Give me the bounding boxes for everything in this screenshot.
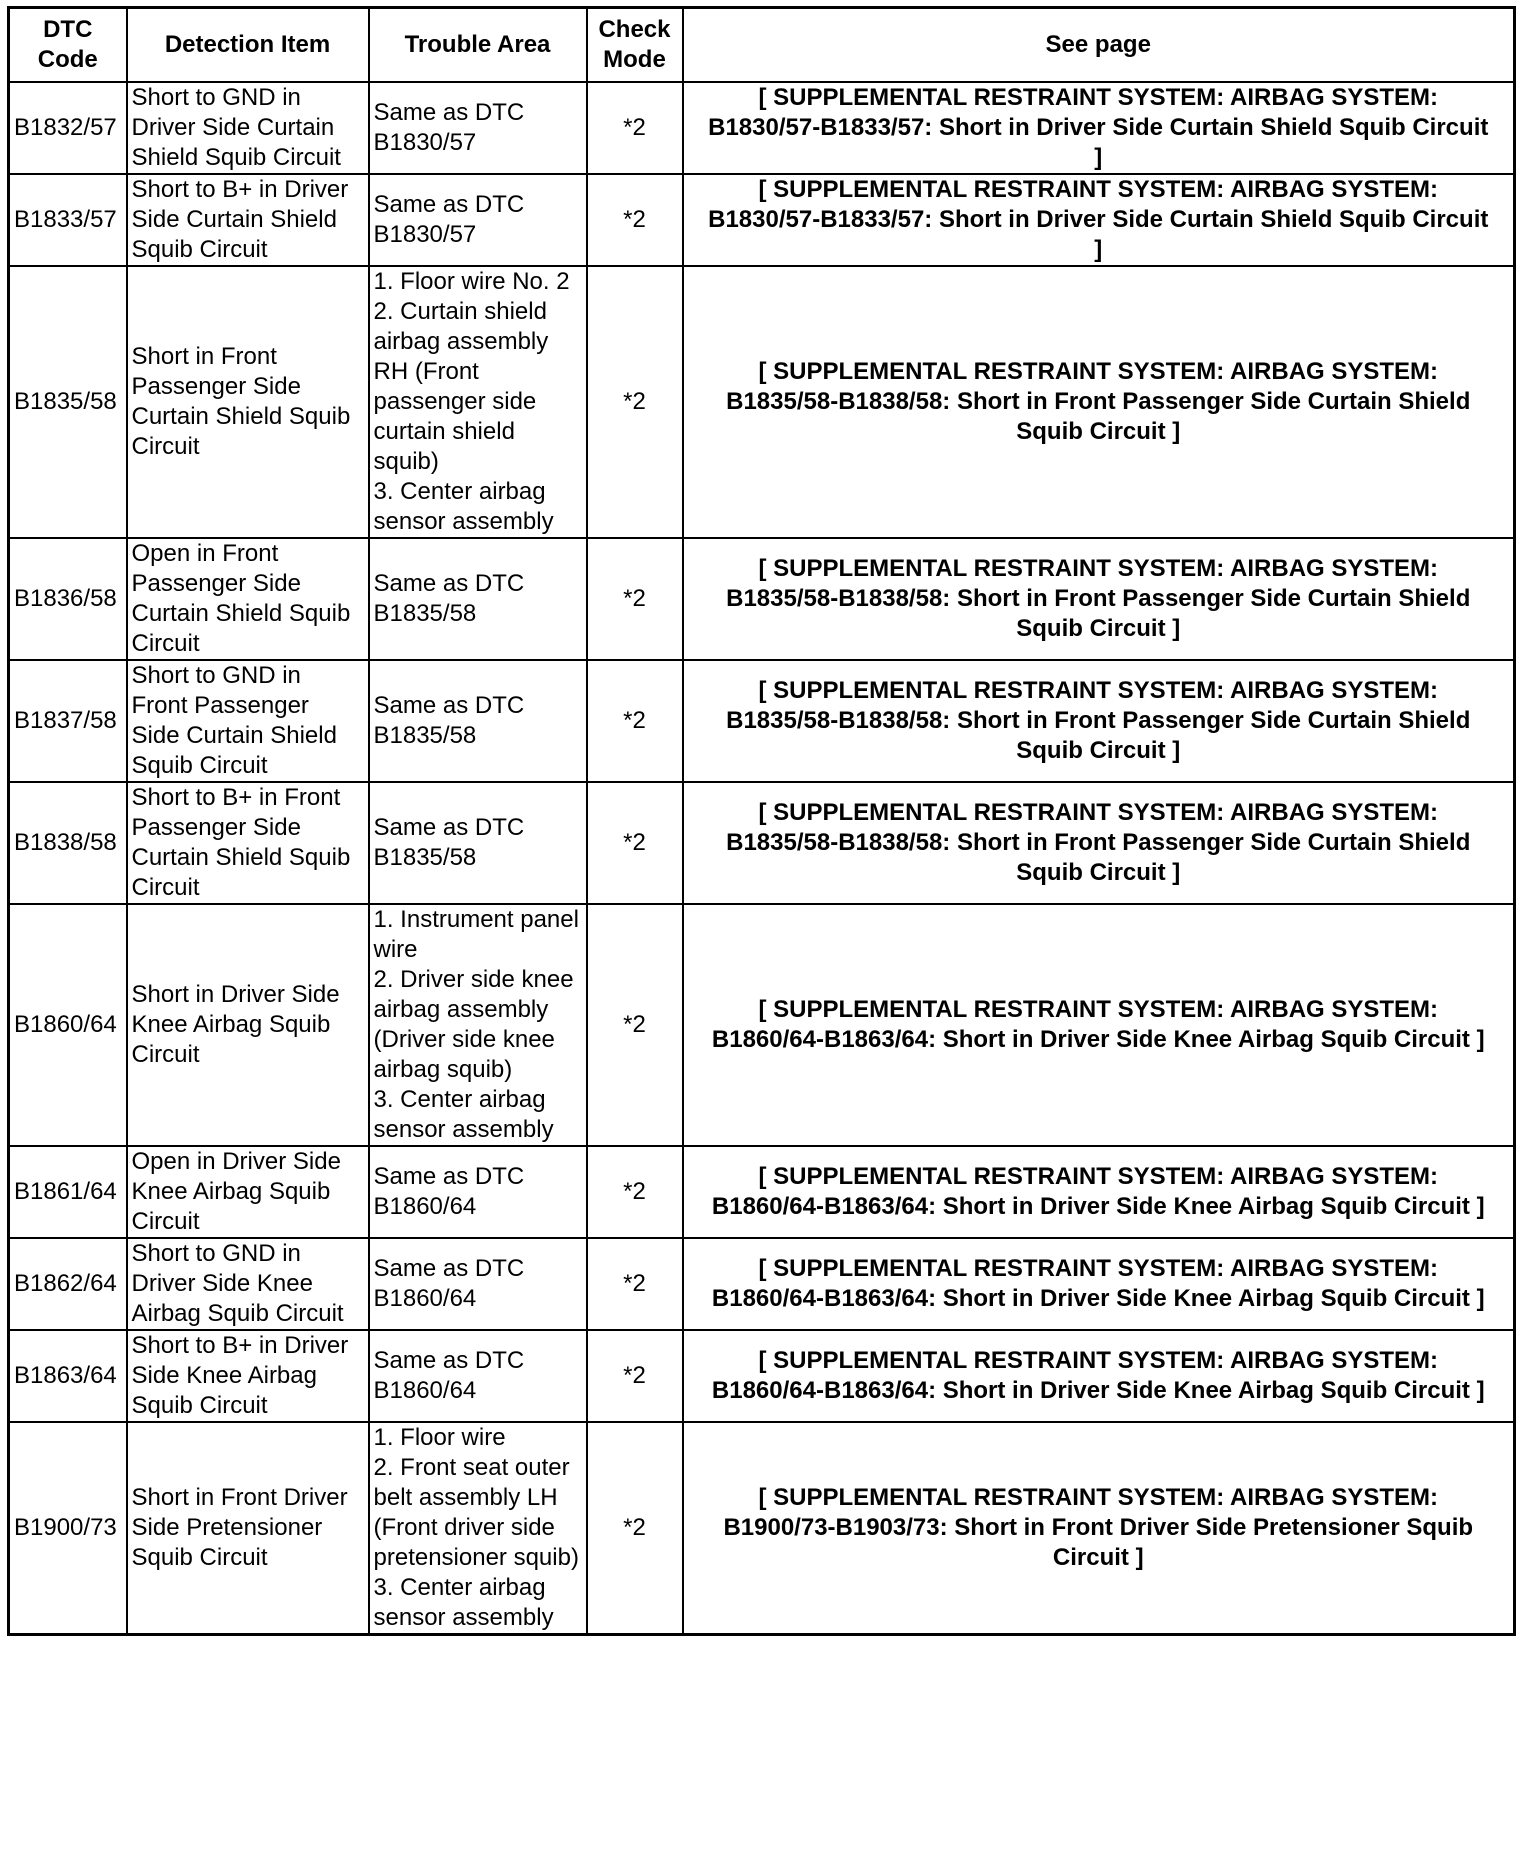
header-see-page: See page	[683, 8, 1515, 83]
check-mode-cell: *2	[587, 1146, 683, 1238]
see-page-link[interactable]: [ SUPPLEMENTAL RESTRAINT SYSTEM: AIRBAG SYSTEM: B1835/58-B1838/58: Short in Front Passenger Side Curtain Shield Squib Circuit ]	[683, 782, 1515, 904]
trouble-area-cell: 1. Floor wire No. 2 2. Curtain shield airbag assembly RH (Front passenger side curtain shield squib) 3. Center airbag sensor assembly	[369, 266, 587, 538]
table-row	[9, 660, 1515, 782]
table-row	[9, 904, 1515, 1146]
check-mode-cell: *2	[587, 1330, 683, 1422]
trouble-area-cell: Same as DTC B1835/58	[369, 660, 587, 782]
check-mode-cell: *2	[587, 660, 683, 782]
table-row	[9, 1146, 1515, 1238]
dtc-code-cell: B1833/57	[9, 174, 127, 266]
trouble-area-cell: Same as DTC B1830/57	[369, 174, 587, 266]
see-page-link[interactable]: [ SUPPLEMENTAL RESTRAINT SYSTEM: AIRBAG SYSTEM: B1835/58-B1838/58: Short in Front Passenger Side Curtain Shield Squib Circuit ]	[683, 266, 1515, 538]
detection-item-cell: Short in Front Passenger Side Curtain Shield Squib Circuit	[127, 266, 369, 538]
dtc-code-cell: B1837/58	[9, 660, 127, 782]
detection-item-cell: Short to GND in Front Passenger Side Curtain Shield Squib Circuit	[127, 660, 369, 782]
dtc-code-cell: B1860/64	[9, 904, 127, 1146]
detection-item-cell: Short to GND in Driver Side Curtain Shield Squib Circuit	[127, 82, 369, 174]
table-row	[9, 1330, 1515, 1422]
check-mode-cell: *2	[587, 1422, 683, 1635]
table-row	[9, 782, 1515, 904]
dtc-table	[7, 6, 1516, 1636]
check-mode-cell: *2	[587, 266, 683, 538]
dtc-code-cell: B1836/58	[9, 538, 127, 660]
detection-item-cell: Short to B+ in Driver Side Knee Airbag Squib Circuit	[127, 1330, 369, 1422]
table-row	[9, 266, 1515, 538]
see-page-link[interactable]: [ SUPPLEMENTAL RESTRAINT SYSTEM: AIRBAG SYSTEM: B1860/64-B1863/64: Short in Driver Side Knee Airbag Squib Circuit ]	[683, 904, 1515, 1146]
check-mode-cell: *2	[587, 1238, 683, 1330]
check-mode-cell: *2	[587, 174, 683, 266]
header-check-mode: Check Mode	[587, 8, 683, 83]
dtc-code-cell: B1900/73	[9, 1422, 127, 1635]
see-page-link[interactable]: [ SUPPLEMENTAL RESTRAINT SYSTEM: AIRBAG SYSTEM: B1835/58-B1838/58: Short in Front Passenger Side Curtain Shield Squib Circuit ]	[683, 538, 1515, 660]
dtc-code-cell: B1832/57	[9, 82, 127, 174]
detection-item-cell: Short to B+ in Front Passenger Side Curtain Shield Squib Circuit	[127, 782, 369, 904]
header-dtc-code: DTC Code	[9, 8, 127, 83]
see-page-link[interactable]: [ SUPPLEMENTAL RESTRAINT SYSTEM: AIRBAG SYSTEM: B1830/57-B1833/57: Short in Driver Side Curtain Shield Squib Circuit ]	[683, 82, 1515, 174]
detection-item-cell: Short to GND in Driver Side Knee Airbag Squib Circuit	[127, 1238, 369, 1330]
table-row	[9, 1238, 1515, 1330]
header-trouble-area: Trouble Area	[369, 8, 587, 83]
table-row	[9, 538, 1515, 660]
dtc-code-cell: B1861/64	[9, 1146, 127, 1238]
dtc-code-cell: B1838/58	[9, 782, 127, 904]
trouble-area-cell: 1. Floor wire 2. Front seat outer belt assembly LH (Front driver side pretensioner squib) 3. Center airbag sensor assembly	[369, 1422, 587, 1635]
detection-item-cell: Open in Driver Side Knee Airbag Squib Circuit	[127, 1146, 369, 1238]
trouble-area-cell: 1. Instrument panel wire 2. Driver side knee airbag assembly (Driver side knee airbag squib) 3. Center airbag sensor assembly	[369, 904, 587, 1146]
see-page-link[interactable]: [ SUPPLEMENTAL RESTRAINT SYSTEM: AIRBAG SYSTEM: B1860/64-B1863/64: Short in Driver Side Knee Airbag Squib Circuit ]	[683, 1330, 1515, 1422]
table-row	[9, 174, 1515, 266]
trouble-area-cell: Same as DTC B1835/58	[369, 782, 587, 904]
table-header-row	[9, 8, 1515, 83]
detection-item-cell: Short in Front Driver Side Pretensioner Squib Circuit	[127, 1422, 369, 1635]
see-page-link[interactable]: [ SUPPLEMENTAL RESTRAINT SYSTEM: AIRBAG SYSTEM: B1900/73-B1903/73: Short in Front Driver Side Pretensioner Squib Circuit ]	[683, 1422, 1515, 1635]
detection-item-cell: Open in Front Passenger Side Curtain Shield Squib Circuit	[127, 538, 369, 660]
see-page-link[interactable]: [ SUPPLEMENTAL RESTRAINT SYSTEM: AIRBAG SYSTEM: B1860/64-B1863/64: Short in Driver Side Knee Airbag Squib Circuit ]	[683, 1238, 1515, 1330]
dtc-code-cell: B1863/64	[9, 1330, 127, 1422]
see-page-link[interactable]: [ SUPPLEMENTAL RESTRAINT SYSTEM: AIRBAG SYSTEM: B1835/58-B1838/58: Short in Front Passenger Side Curtain Shield Squib Circuit ]	[683, 660, 1515, 782]
see-page-link[interactable]: [ SUPPLEMENTAL RESTRAINT SYSTEM: AIRBAG SYSTEM: B1860/64-B1863/64: Short in Driver Side Knee Airbag Squib Circuit ]	[683, 1146, 1515, 1238]
trouble-area-cell: Same as DTC B1835/58	[369, 538, 587, 660]
dtc-code-cell: B1835/58	[9, 266, 127, 538]
trouble-area-cell: Same as DTC B1860/64	[369, 1330, 587, 1422]
check-mode-cell: *2	[587, 538, 683, 660]
detection-item-cell: Short to B+ in Driver Side Curtain Shield Squib Circuit	[127, 174, 369, 266]
table-row	[9, 1422, 1515, 1635]
dtc-code-cell: B1862/64	[9, 1238, 127, 1330]
trouble-area-cell: Same as DTC B1860/64	[369, 1238, 587, 1330]
check-mode-cell: *2	[587, 82, 683, 174]
check-mode-cell: *2	[587, 904, 683, 1146]
header-detection-item: Detection Item	[127, 8, 369, 83]
trouble-area-cell: Same as DTC B1830/57	[369, 82, 587, 174]
trouble-area-cell: Same as DTC B1860/64	[369, 1146, 587, 1238]
table-row	[9, 82, 1515, 174]
check-mode-cell: *2	[587, 782, 683, 904]
detection-item-cell: Short in Driver Side Knee Airbag Squib Circuit	[127, 904, 369, 1146]
see-page-link[interactable]: [ SUPPLEMENTAL RESTRAINT SYSTEM: AIRBAG SYSTEM: B1830/57-B1833/57: Short in Driver Side Curtain Shield Squib Circuit ]	[683, 174, 1515, 266]
